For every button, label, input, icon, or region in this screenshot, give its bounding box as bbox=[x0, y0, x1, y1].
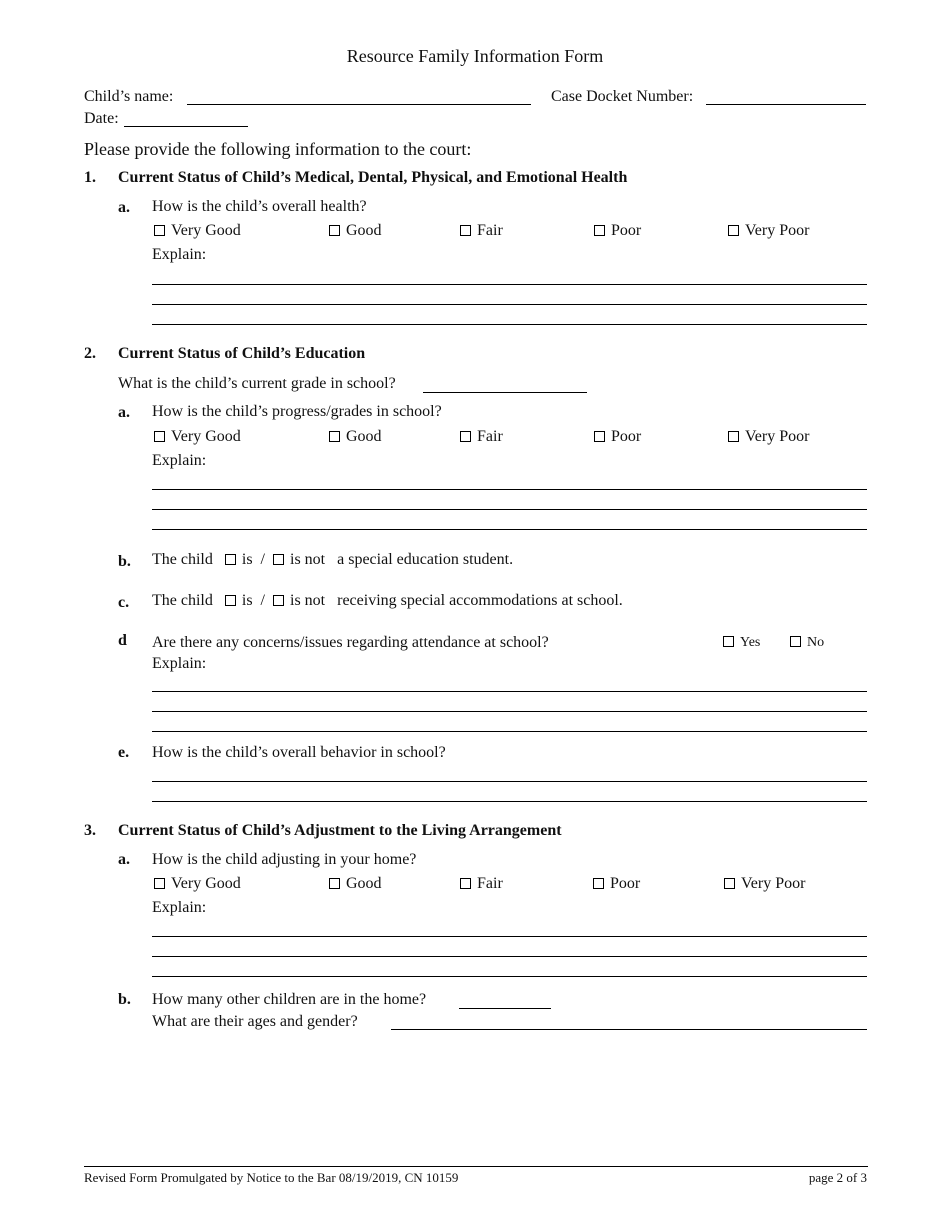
section-2-title: Current Status of Child’s Education bbox=[118, 345, 366, 362]
explain-line[interactable] bbox=[152, 284, 867, 285]
explain-line[interactable] bbox=[152, 304, 867, 305]
section-2c-letter: c. bbox=[118, 594, 130, 611]
checkbox-icon bbox=[723, 636, 734, 647]
childs-name-label: Child’s name: bbox=[84, 88, 174, 105]
checkbox-icon bbox=[154, 225, 165, 236]
checkbox-icon bbox=[460, 225, 471, 236]
section-2c-suffix: receiving special accommodations at school. bbox=[337, 592, 623, 609]
footer-rule bbox=[84, 1166, 868, 1167]
case-docket-field[interactable] bbox=[706, 104, 866, 105]
checkbox-icon bbox=[329, 878, 340, 889]
section-2d-question: Are there any concerns/issues regarding attendance at school? bbox=[152, 634, 549, 651]
section-1a-letter: a. bbox=[118, 199, 130, 216]
rating-label: Very Good bbox=[171, 875, 241, 892]
explain-line[interactable] bbox=[152, 711, 867, 712]
rating-label: Fair bbox=[477, 875, 503, 892]
is-option[interactable] bbox=[225, 592, 253, 609]
rating-option-fair[interactable] bbox=[460, 429, 503, 445]
checkbox-icon bbox=[593, 878, 604, 889]
rating-label: Poor bbox=[610, 875, 641, 892]
slash-separator: / bbox=[260, 551, 265, 568]
checkbox-icon bbox=[460, 431, 471, 442]
rating-label: Very Poor bbox=[741, 875, 806, 892]
checkbox-icon bbox=[273, 554, 284, 565]
section-2d-letter: d bbox=[118, 632, 127, 649]
section-3b-question-2: What are their ages and gender? bbox=[152, 1013, 358, 1030]
rating-option-poor[interactable] bbox=[594, 429, 641, 445]
yes-option[interactable] bbox=[723, 636, 760, 650]
explain-line[interactable] bbox=[152, 489, 867, 490]
section-3b-question-1: How many other children are in the home? bbox=[152, 991, 427, 1008]
explain-line[interactable] bbox=[152, 509, 867, 510]
is-not-option[interactable] bbox=[273, 551, 325, 568]
is-not-label: is not bbox=[290, 551, 326, 568]
explain-line[interactable] bbox=[152, 976, 867, 977]
rating-option-good[interactable] bbox=[329, 876, 382, 892]
rating-label: Poor bbox=[611, 428, 642, 445]
other-children-count-field[interactable] bbox=[459, 1008, 551, 1009]
grade-question: What is the child’s current grade in school? bbox=[118, 375, 396, 392]
section-2b-letter: b. bbox=[118, 553, 131, 570]
case-docket-label: Case Docket Number: bbox=[551, 88, 694, 105]
checkbox-icon bbox=[728, 431, 739, 442]
rating-option-fair[interactable] bbox=[460, 876, 503, 892]
section-3a-explain-label: Explain: bbox=[152, 899, 207, 916]
section-2d-explain-label: Explain: bbox=[152, 655, 207, 672]
checkbox-icon bbox=[594, 431, 605, 442]
checkbox-icon bbox=[594, 225, 605, 236]
rating-label: Fair bbox=[477, 428, 503, 445]
rating-label: Very Poor bbox=[745, 428, 810, 445]
section-2e-question: How is the child’s overall behavior in school? bbox=[152, 744, 446, 761]
is-option[interactable] bbox=[225, 551, 253, 568]
is-label: is bbox=[241, 551, 253, 568]
yes-label: Yes bbox=[740, 635, 761, 650]
explain-line[interactable] bbox=[152, 956, 867, 957]
section-3b-letter: b. bbox=[118, 991, 131, 1008]
explain-line[interactable] bbox=[152, 529, 867, 530]
section-2a-letter: a. bbox=[118, 404, 130, 421]
rating-option-very-poor[interactable] bbox=[728, 429, 809, 445]
section-1a-question: How is the child’s overall health? bbox=[152, 198, 367, 215]
checkbox-icon bbox=[728, 225, 739, 236]
grade-field[interactable] bbox=[423, 392, 587, 393]
section-3a-question: How is the child adjusting in your home? bbox=[152, 851, 417, 868]
rating-option-fair[interactable] bbox=[460, 223, 503, 239]
explain-line[interactable] bbox=[152, 936, 867, 937]
rating-label: Good bbox=[346, 428, 382, 445]
section-2a-question: How is the child’s progress/grades in school? bbox=[152, 403, 442, 420]
checkbox-icon bbox=[329, 431, 340, 442]
slash-separator: / bbox=[260, 592, 265, 609]
explain-line[interactable] bbox=[152, 691, 867, 692]
is-label: is bbox=[241, 592, 253, 609]
is-not-label: is not bbox=[290, 592, 326, 609]
section-2c-prefix: The child bbox=[152, 592, 213, 609]
form-title: Resource Family Information Form bbox=[346, 46, 604, 66]
rating-label: Very Poor bbox=[745, 222, 810, 239]
checkbox-icon bbox=[790, 636, 801, 647]
section-3-title: Current Status of Child’s Adjustment to the Living Arrangement bbox=[118, 822, 562, 839]
rating-label: Very Good bbox=[171, 428, 241, 445]
section-1a-explain-label: Explain: bbox=[152, 246, 207, 263]
ages-gender-field[interactable] bbox=[391, 1029, 867, 1030]
answer-line[interactable] bbox=[152, 801, 867, 802]
childs-name-field[interactable] bbox=[187, 104, 531, 105]
rating-option-very-good[interactable] bbox=[154, 223, 241, 239]
no-label: No bbox=[807, 635, 825, 650]
answer-line[interactable] bbox=[152, 781, 867, 782]
rating-label: Very Good bbox=[171, 222, 241, 239]
checkbox-icon bbox=[154, 878, 165, 889]
checkbox-icon bbox=[460, 878, 471, 889]
section-2b-prefix: The child bbox=[152, 551, 213, 568]
rating-option-poor[interactable] bbox=[593, 876, 640, 892]
is-not-option[interactable] bbox=[273, 592, 325, 609]
section-3-number: 3. bbox=[84, 822, 96, 839]
rating-label: Good bbox=[346, 875, 382, 892]
footer-revision-note: Revised Form Promulgated by Notice to the Bar 08/19/2019, CN 10159 bbox=[84, 1170, 459, 1185]
rating-label: Good bbox=[346, 222, 382, 239]
checkbox-icon bbox=[225, 554, 236, 565]
date-field[interactable] bbox=[124, 126, 248, 127]
section-2c-text bbox=[152, 593, 623, 609]
section-2b-suffix: a special education student. bbox=[337, 551, 514, 568]
rating-label: Poor bbox=[611, 222, 642, 239]
no-option[interactable] bbox=[790, 636, 824, 650]
page-number: page 2 of 3 bbox=[808, 1170, 867, 1185]
date-label: Date: bbox=[84, 110, 119, 127]
intro-text: Please provide the following information to the court: bbox=[84, 139, 472, 159]
section-2-number: 2. bbox=[84, 345, 96, 362]
explain-line[interactable] bbox=[152, 324, 867, 325]
section-3a-letter: a. bbox=[118, 851, 130, 868]
checkbox-icon bbox=[329, 225, 340, 236]
checkbox-icon bbox=[154, 431, 165, 442]
checkbox-icon bbox=[273, 595, 284, 606]
section-2e-letter: e. bbox=[118, 744, 130, 761]
rating-option-very-poor[interactable] bbox=[728, 223, 809, 239]
rating-option-very-good[interactable] bbox=[154, 429, 241, 445]
rating-option-very-poor[interactable] bbox=[724, 876, 805, 892]
rating-option-very-good[interactable] bbox=[154, 876, 241, 892]
section-1-number: 1. bbox=[84, 169, 96, 186]
rating-option-good[interactable] bbox=[329, 223, 382, 239]
rating-option-poor[interactable] bbox=[594, 223, 641, 239]
rating-label: Fair bbox=[477, 222, 503, 239]
checkbox-icon bbox=[724, 878, 735, 889]
section-1-title: Current Status of Child’s Medical, Dental, Physical, and Emotional Health bbox=[118, 169, 628, 186]
explain-line[interactable] bbox=[152, 731, 867, 732]
section-2b-text bbox=[152, 552, 513, 568]
section-2a-explain-label: Explain: bbox=[152, 452, 207, 469]
rating-option-good[interactable] bbox=[329, 429, 382, 445]
checkbox-icon bbox=[225, 595, 236, 606]
